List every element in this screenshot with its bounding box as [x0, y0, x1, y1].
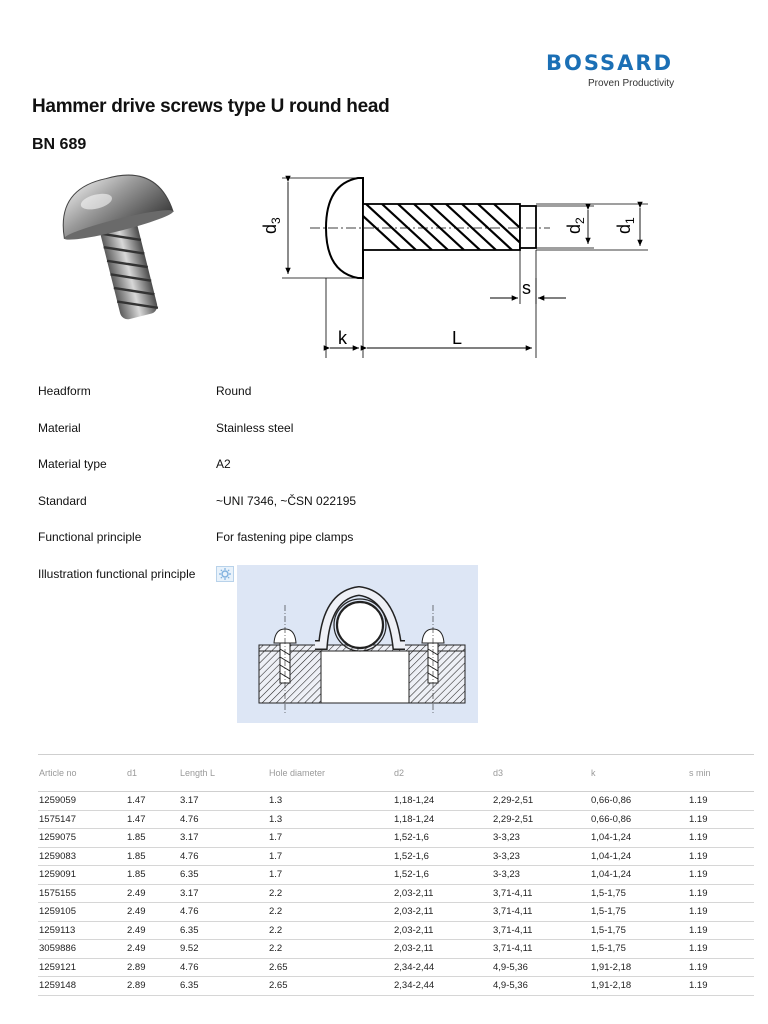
table-cell: 2.89 [127, 961, 146, 973]
table-cell: 2,34-2,44 [394, 961, 435, 973]
table-cell: 3.17 [180, 795, 199, 806]
table-cell: 2.2 [269, 887, 283, 899]
table-cell: 0,66-0,86 [591, 795, 632, 806]
table-cell: 1,5-1,75 [591, 887, 626, 899]
table-row[interactable] [38, 829, 754, 848]
table-cell: 3.17 [180, 832, 199, 843]
article-number-cell[interactable]: 3059886 [39, 943, 76, 954]
property-label: Functional principle [38, 530, 142, 544]
property-label: Headform [38, 384, 91, 398]
property-label: Standard [38, 493, 87, 508]
table-cell: 2,03-2,11 [394, 924, 434, 936]
table-cell: 1,5-1,75 [591, 924, 626, 936]
table-cell: 4,9-5,36 [493, 961, 528, 973]
table-cell: 3-3,23 [493, 869, 520, 880]
article-number-cell[interactable]: 1575155 [39, 887, 76, 899]
table-cell: 1.19 [689, 850, 708, 862]
table-cell: 4.76 [180, 961, 199, 973]
table-cell: 4.76 [180, 906, 199, 917]
table-cell: 2.49 [127, 943, 146, 954]
article-number-cell[interactable]: 1259075 [39, 832, 76, 843]
table-cell: 1.19 [689, 924, 708, 936]
table-row[interactable] [38, 885, 754, 904]
table-row[interactable] [38, 940, 754, 959]
property-row [38, 457, 738, 494]
property-value: For fastening pipe clamps [216, 530, 354, 544]
table-cell: 2,29-2,51 [493, 795, 534, 806]
table-cell: 1.19 [689, 943, 708, 954]
property-row [38, 494, 738, 531]
table-cell: 3,71-4,11 [493, 906, 533, 917]
table-cell: 1,18-1,24 [394, 813, 435, 825]
table-cell: 3-3,23 [493, 832, 520, 843]
article-number-cell[interactable]: 1259105 [39, 906, 76, 917]
table-cell: 2,03-2,11 [394, 887, 434, 899]
table-cell: 4.76 [180, 850, 199, 862]
table-cell: 1.7 [269, 850, 283, 862]
table-body [38, 792, 754, 996]
label-L: L [452, 328, 463, 348]
table-cell: 2.2 [269, 924, 283, 936]
column-header: k [591, 768, 596, 778]
table-cell: 3.17 [180, 887, 199, 899]
article-table [38, 754, 754, 996]
table-cell: 1.85 [127, 832, 146, 843]
zoom-icon[interactable] [216, 566, 234, 582]
brand-tagline: Proven Productivity [588, 78, 675, 89]
article-number-cell[interactable]: 1575147 [39, 813, 76, 825]
table-cell: 1.19 [689, 795, 708, 806]
table-cell: 1,91-2,18 [591, 980, 632, 991]
table-cell: 1,04-1,24 [591, 832, 632, 843]
property-value: A2 [216, 457, 231, 471]
table-cell: 0,66-0,86 [591, 813, 632, 825]
brand-name: BOSSARD [546, 51, 674, 75]
property-value: ~UNI 7346, ~ČSN 022195 [216, 493, 357, 508]
article-number-cell[interactable]: 1259121 [39, 961, 76, 973]
property-value: Round [216, 384, 252, 398]
table-cell: 1.85 [127, 850, 146, 862]
table-cell: 1.19 [689, 869, 708, 880]
table-cell: 1,04-1,24 [591, 869, 632, 880]
table-row[interactable] [38, 977, 754, 996]
table-cell: 4,9-5,36 [493, 980, 528, 991]
table-row[interactable] [38, 848, 754, 867]
table-cell: 2.2 [269, 906, 283, 917]
table-cell: 6.35 [180, 980, 199, 991]
table-row[interactable] [38, 811, 754, 830]
label-k: k [338, 328, 347, 348]
table-row[interactable] [38, 922, 754, 941]
table-cell: 3,71-4,11 [493, 943, 533, 954]
article-number-cell[interactable]: 1259091 [39, 869, 76, 880]
article-number-cell[interactable]: 1259148 [39, 980, 76, 991]
article-number-cell[interactable]: 1259059 [39, 795, 76, 806]
technical-drawing [250, 168, 670, 363]
table-cell: 1,52-1,6 [394, 869, 429, 880]
product-photo [60, 166, 190, 326]
table-cell: 2.49 [127, 887, 146, 899]
article-number-cell[interactable]: 1259113 [39, 924, 76, 936]
table-cell: 1.85 [127, 869, 146, 880]
property-label: Material [38, 420, 81, 435]
column-header: s min [689, 768, 711, 778]
table-cell: 2.89 [127, 980, 146, 991]
table-row[interactable] [38, 959, 754, 978]
table-cell: 2,03-2,11 [394, 906, 434, 917]
table-cell: 1.19 [689, 887, 708, 899]
property-row [38, 530, 738, 567]
table-cell: 1.47 [127, 813, 146, 825]
label-d3: $d_3$ [260, 217, 283, 234]
table-cell: 2,29-2,51 [493, 813, 534, 825]
label-d1: $d_1$ [614, 217, 637, 234]
table-cell: 3,71-4,11 [493, 924, 533, 936]
column-header: Hole diameter [269, 768, 326, 778]
bossard-logo [546, 50, 686, 89]
table-cell: 1,52-1,6 [394, 832, 429, 843]
column-header: d2 [394, 768, 405, 778]
table-cell: 1,52-1,6 [394, 850, 429, 862]
table-cell: 6.35 [180, 924, 199, 936]
column-header: d1 [127, 768, 138, 778]
column-header: Article no [39, 768, 77, 778]
table-cell: 1.19 [689, 961, 708, 973]
table-cell: 3,71-4,11 [493, 887, 533, 899]
table-cell: 2,03-2,11 [394, 943, 434, 954]
table-cell: 2.49 [127, 906, 146, 917]
page-title: Hammer drive screws type U round head [32, 96, 390, 117]
table-cell: 1.47 [127, 795, 146, 806]
table-cell: 2.65 [269, 961, 288, 973]
table-cell: 1.19 [689, 980, 708, 991]
table-cell: 1.19 [689, 832, 708, 843]
property-label: Illustration functional principle [38, 566, 196, 581]
table-cell: 1,91-2,18 [591, 961, 632, 973]
table-cell: 1.19 [689, 906, 708, 917]
property-label: Material type [38, 457, 107, 471]
table-cell: 2.65 [269, 980, 288, 991]
table-cell: 1,18-1,24 [394, 795, 435, 806]
table-row[interactable] [38, 866, 754, 885]
table-cell: 6.35 [180, 869, 199, 880]
table-cell: 2.49 [127, 924, 146, 936]
table-cell: 1.3 [269, 795, 283, 806]
table-row[interactable] [38, 792, 754, 811]
table-cell: 1,5-1,75 [591, 943, 626, 954]
property-row [38, 421, 738, 458]
property-row [38, 384, 738, 421]
table-cell: 1.7 [269, 869, 283, 880]
table-cell: 4.76 [180, 813, 199, 825]
table-cell: 9.52 [180, 943, 199, 954]
column-header: d3 [493, 768, 504, 778]
table-cell: 3-3,23 [493, 850, 520, 862]
table-cell: 2,34-2,44 [394, 980, 435, 991]
table-cell: 2.2 [269, 943, 283, 954]
property-value: Stainless steel [216, 420, 294, 435]
table-header [38, 754, 754, 792]
table-row[interactable] [38, 903, 754, 922]
table-cell: 1.3 [269, 813, 283, 825]
label-s: s [522, 278, 531, 298]
table-cell: 1,5-1,75 [591, 906, 626, 917]
table-cell: 1,04-1,24 [591, 850, 632, 862]
table-cell: 1.19 [689, 813, 708, 825]
label-d2: $d_2$ [564, 217, 587, 234]
article-number-cell[interactable]: 1259083 [39, 850, 76, 862]
table-cell: 1.7 [269, 832, 283, 843]
product-code: BN 689 [32, 136, 87, 153]
column-header: Length L [180, 768, 216, 778]
functional-principle-image[interactable] [237, 565, 478, 723]
